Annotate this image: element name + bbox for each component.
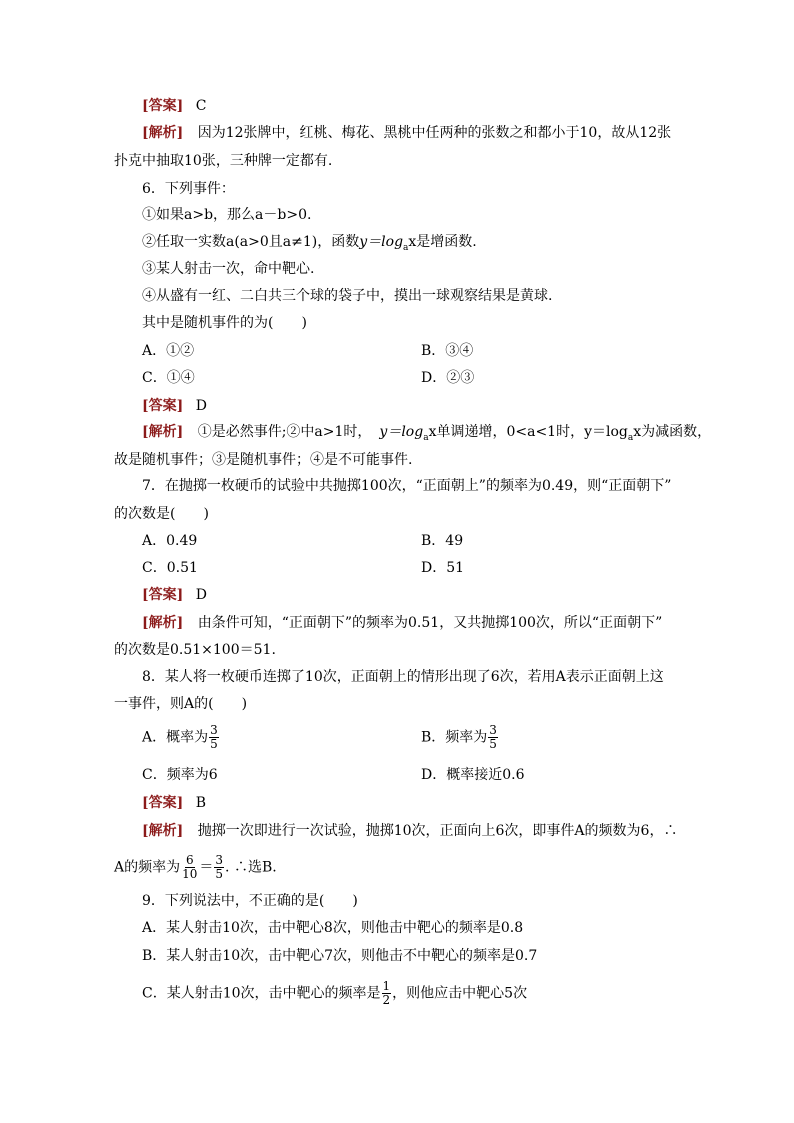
answer-tag: [答案] [142, 98, 184, 114]
answer-value: D [195, 398, 207, 414]
question-ask-q6: 其中是随机事件的为( ) [142, 315, 307, 331]
option-c-q7: C．0.51 [142, 560, 198, 576]
fraction-numerator: 6 [185, 853, 194, 867]
analysis-line-q6-1 [142, 422, 711, 448]
fraction [382, 980, 392, 1007]
answer-value: C [195, 98, 207, 114]
analysis-text: 抛掷一次即进行一次试验，抛掷10次，正面向上6次，即事件A的频数为6，∴ [197, 823, 678, 839]
answer-value: D [195, 587, 207, 603]
event-item-2-sub: a [403, 242, 409, 253]
option-d-q8: D．概率接近0.6 [421, 767, 525, 783]
fraction-numerator: 3 [215, 853, 224, 867]
answer-tag: [答案] [142, 398, 184, 414]
question-stem-q8-2: 一事件，则A的( ) [114, 696, 248, 712]
analysis-text-end: . ∴选B. [225, 859, 277, 876]
analysis-tag: [解析] [142, 125, 184, 141]
option-c-q9 [142, 980, 527, 1007]
option-a-q7: A．0.49 [142, 533, 198, 549]
analysis-line-q6-2: 故是随机事件；③是随机事件；④是不可能事件. [114, 452, 413, 468]
event-item-2-post: x是增函数. [408, 234, 477, 250]
option-b-q8 [421, 724, 499, 751]
analysis-fn-sub-2: a [627, 432, 634, 443]
question-stem-q8-1: 8．某人将一枚硬币连掷了10次，正面朝上的情形出现了6次，若用A表示正面朝上这 [142, 669, 664, 685]
question-stem-q9: 9．下列说法中，不正确的是( ) [142, 893, 358, 909]
event-item-2 [142, 232, 477, 258]
equals-sign: ＝ [199, 859, 214, 876]
analysis-fn-sub: a [423, 432, 429, 443]
question-stem-q7-2: 的次数是( ) [114, 506, 209, 522]
analysis-line-q8-2 [114, 854, 277, 881]
fraction-denominator: 5 [210, 737, 218, 751]
answer-line-q5 [142, 96, 206, 116]
analysis-tag: [解析] [142, 823, 184, 839]
option-b-q7: B．49 [421, 533, 464, 549]
option-a-q9: A．某人射击10次，击中靶心8次，则他击中靶心的频率是0.8 [142, 920, 524, 936]
analysis-text-c: x为减函数， [633, 424, 712, 440]
event-item-1: ①如果a>b，那么a－b>0. [142, 207, 312, 223]
analysis-text: 由条件可知，“正面朝下”的频率为0.51，又共抛掷100次，所以“正面朝下” [197, 615, 663, 631]
answer-tag: [答案] [142, 587, 184, 603]
event-item-2-fn: y＝log [359, 234, 404, 250]
option-c-q6: C．①④ [142, 370, 195, 386]
option-c-q8: C．频率为6 [142, 767, 218, 783]
option-d-q6: D．②③ [421, 370, 475, 386]
answer-line-q8 [142, 793, 206, 813]
analysis-line-q7-1 [142, 613, 662, 633]
fraction-numerator: 3 [210, 723, 218, 737]
option-c-q9-post: ，则他应击中靶心5次 [392, 985, 528, 1002]
fraction [181, 854, 198, 881]
option-a-q6: A．①② [142, 343, 195, 359]
option-b-q9: B．某人射击10次，击中靶心7次，则他击不中靶心的频率是0.7 [142, 948, 538, 964]
event-item-2-text: ②任取一实数a(a>0且a≠1)，函数 [142, 234, 360, 250]
fraction-denominator: 10 [182, 867, 198, 881]
option-c-q9-text: C．某人射击10次，击中靶心的频率是 [142, 985, 381, 1002]
option-b-q6: B．③④ [421, 343, 474, 359]
fraction-numerator: 1 [382, 979, 391, 993]
question-stem-q6: 6．下列事件： [142, 181, 235, 197]
answer-line-q7 [142, 585, 207, 605]
question-stem-q7-1: 7．在抛掷一枚硬币的试验中共抛掷100次，“正面朝上”的频率为0.49，则“正面朝下” [142, 478, 672, 494]
fraction-numerator: 3 [489, 723, 497, 737]
analysis-text-b: x单调递增，0<a<1时，y＝log [428, 424, 628, 440]
fraction [488, 724, 498, 751]
option-b-q8-text: B．频率为 [421, 729, 488, 746]
analysis-text: 因为12张牌中，红桃、梅花、黑桃中任两种的张数之和都小于10，故从12张 [197, 125, 672, 141]
analysis-line-q8-1 [142, 821, 677, 841]
event-item-4: ④从盛有一红、二白共三个球的袋子中，摸出一球观察结果是黄球. [142, 288, 553, 304]
analysis-tag: [解析] [142, 615, 184, 631]
answer-value: B [195, 795, 206, 811]
fraction [214, 854, 224, 881]
option-d-q7: D．51 [421, 560, 465, 576]
answer-tag: [答案] [142, 795, 184, 811]
fraction-denominator: 2 [382, 993, 391, 1007]
fraction [209, 724, 219, 751]
analysis-line-q5-1 [142, 123, 671, 143]
fraction-denominator: 5 [215, 867, 224, 881]
analysis-text: ①是必然事件;②中a>1时， [197, 424, 372, 440]
analysis-tag: [解析] [142, 424, 184, 440]
analysis-line-q5-2: 扑克中抽取10张，三种牌一定都有. [114, 153, 333, 169]
option-a-q8-text: A．概率为 [142, 729, 209, 746]
analysis-text: A的频率为 [114, 859, 181, 876]
fraction-denominator: 5 [489, 737, 497, 751]
answer-line-q6 [142, 396, 207, 416]
analysis-fn: y＝log [379, 424, 424, 440]
event-item-3: ③某人射击一次，命中靶心. [142, 261, 315, 277]
analysis-line-q7-2: 的次数是0.51×100＝51. [114, 642, 276, 658]
option-a-q8 [142, 724, 220, 751]
